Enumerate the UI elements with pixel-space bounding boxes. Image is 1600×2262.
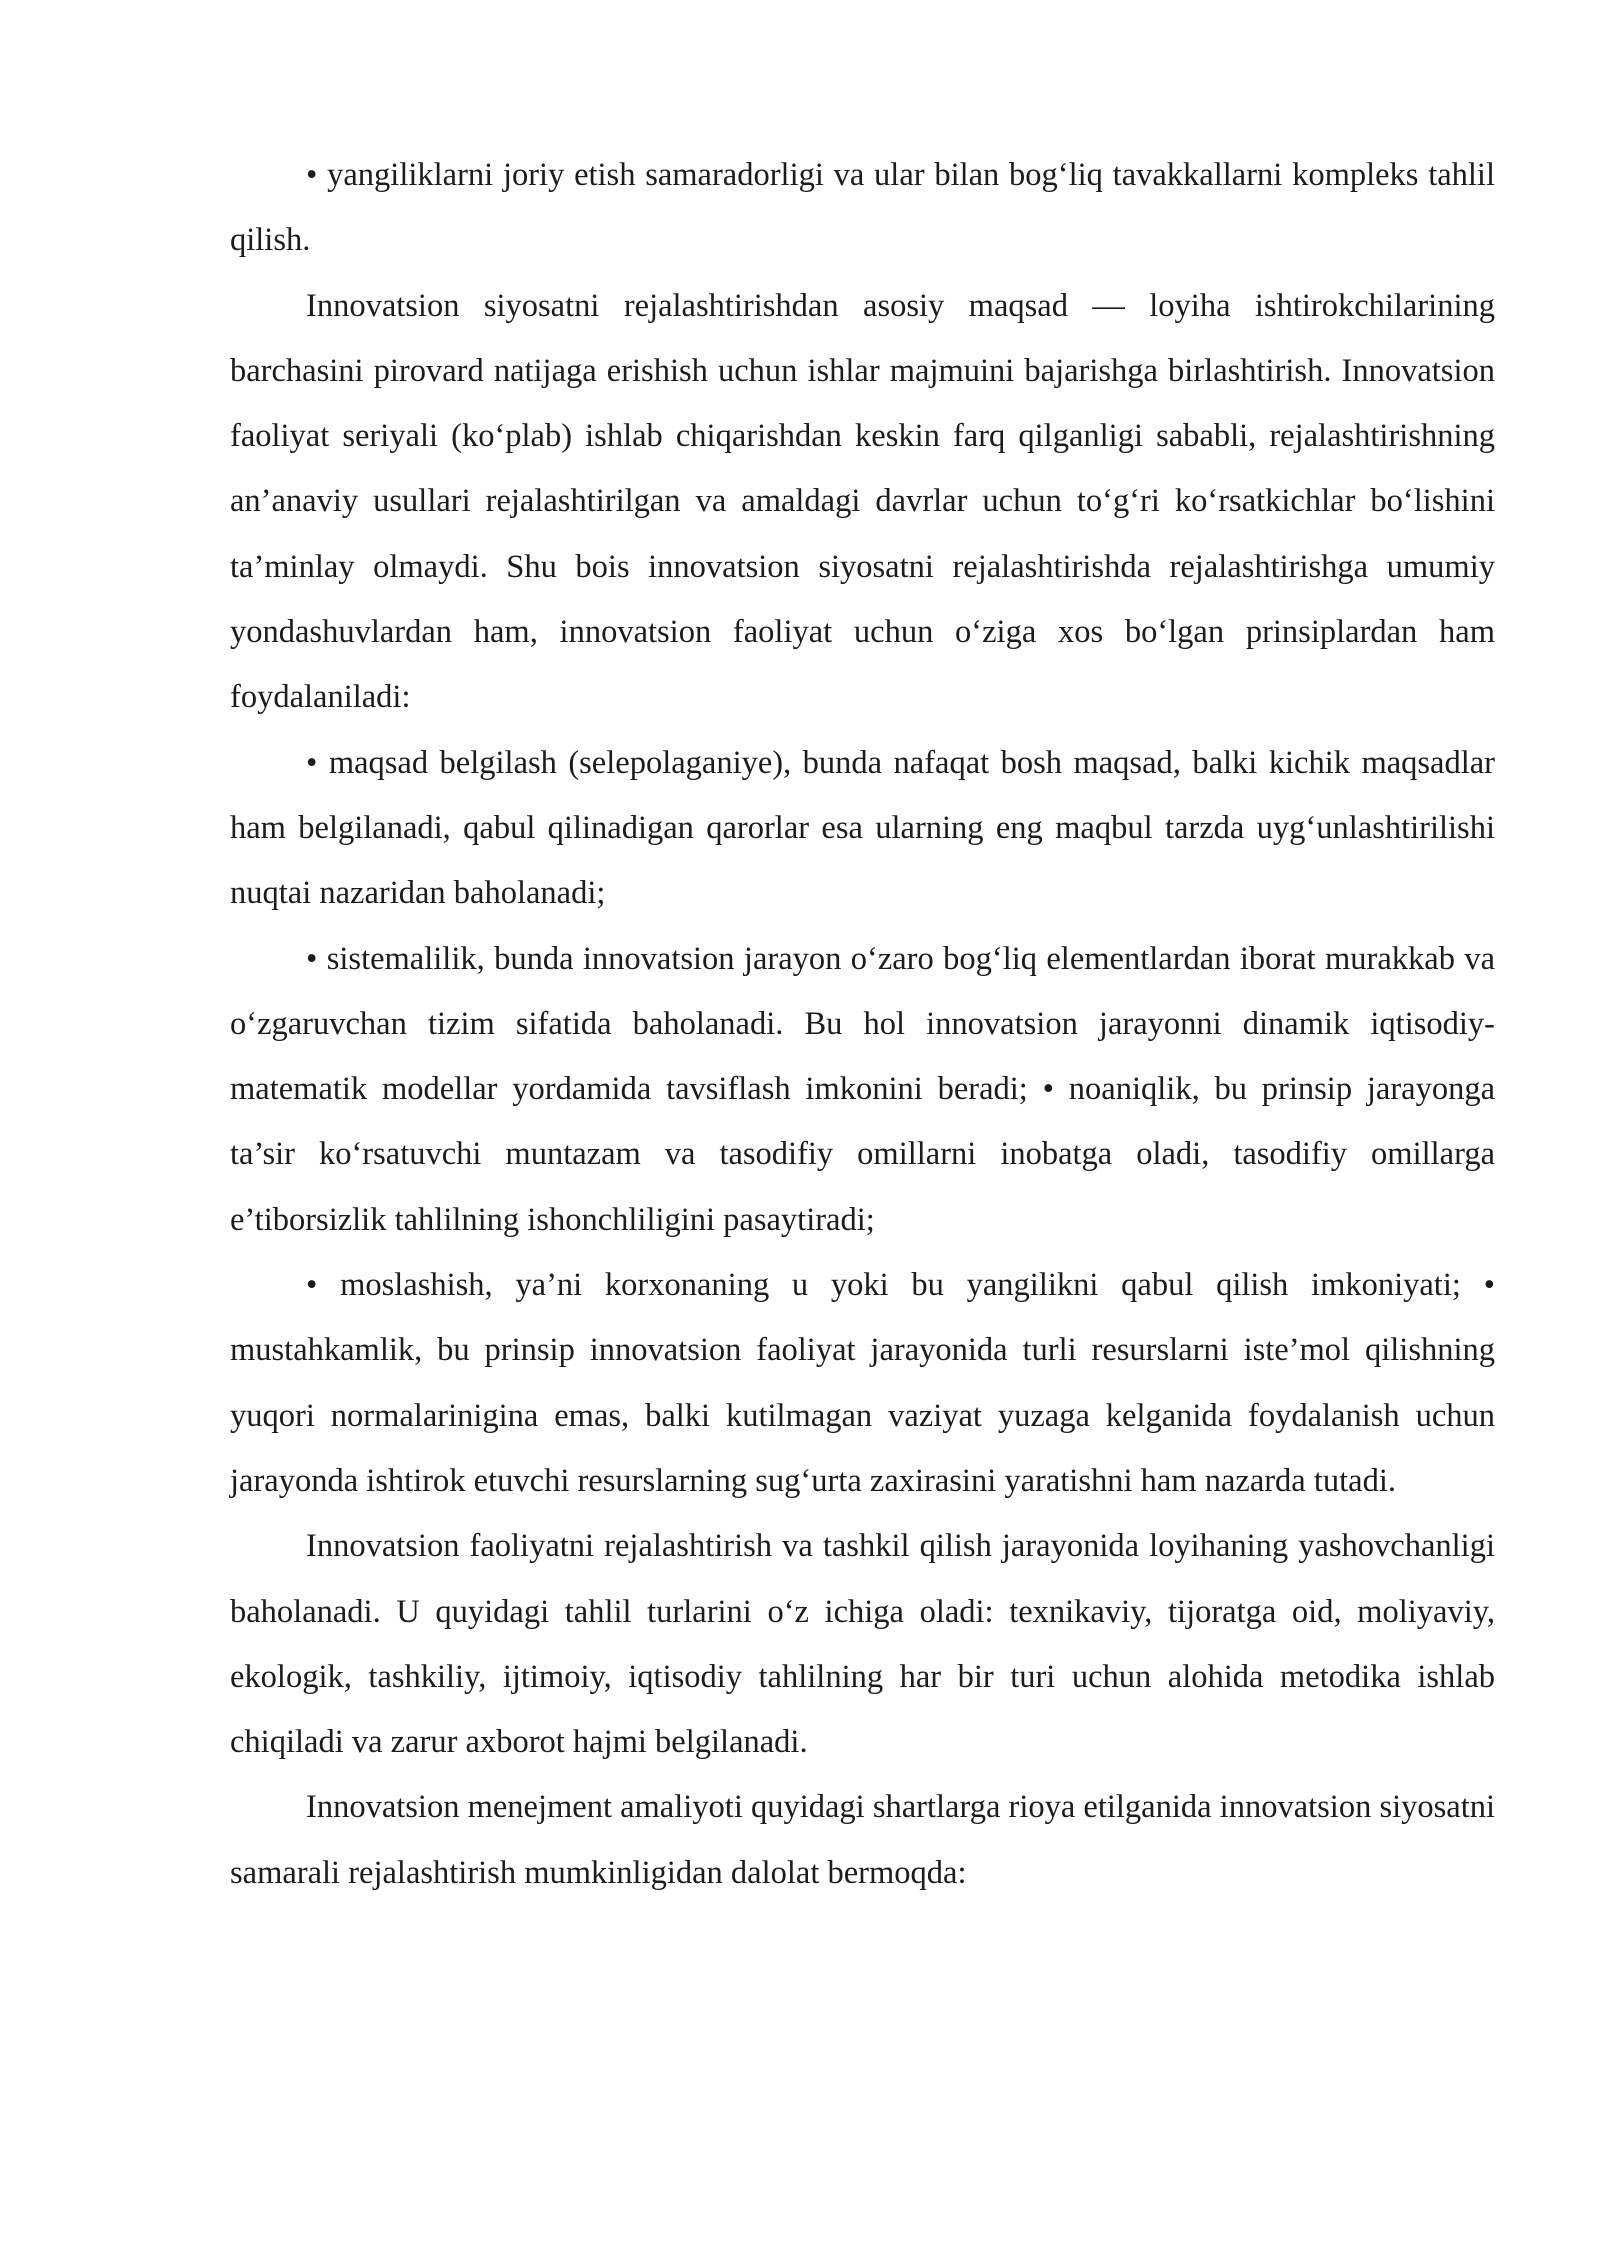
paragraph-bullet-complex-analysis: • yangiliklarni joriy etish samaradorligi va ular bilan bog‘liq tavakkallarni kompleks tahlil qilish. <box>230 157 1495 259</box>
document-page <box>230 143 1495 1906</box>
paragraph-viability-assessment: Innovatsion faoliyatni rejalashtirish va tashkil qilish jarayonida loyihaning yashovchanligi baholanadi. U quyidagi tahlil turlarini o‘z ichiga oladi: texnikaviy, tijoratga oid, moliyaviy, ekologik, tashkiliy, ijtimoiy, iqtisodiy tahlilning har bir turi uchun alohida metodika ishlab chiqiladi va zarur axborot hajmi belgilanadi. <box>230 1528 1495 1761</box>
paragraph-bullet-adaptation: • moslashish, ya’ni korxonaning u yoki bu yangilikni qabul qilish imkoniyati; • mustahkamlik, bu prinsip innovatsion faoliyat jarayonida turli resurslarni iste’mol qilishning yuqori normalarinigina emas, balki kutilmagan vaziyat yuzaga kelganida foydalanish uchun jarayonda ishtirok etuvchi resurslarning sug‘urta zaxirasini yaratishni ham nazarda tutadi. <box>230 1267 1495 1499</box>
paragraph-bullet-systemicity: • sistemalilik, bunda innovatsion jarayon o‘zaro bog‘liq elementlardan iborat murakkab va o‘zgaruvchan tizim sifatida baholanadi. Bu hol innovatsion jarayonni dinamik iqtisodiy-matematik modellar yordamida tavsiflash imkonini beradi; • noaniqlik, bu prinsip jarayonga ta’sir ko‘rsatuvchi muntazam va tasodifiy omillarni inobatga oladi, tasodifiy omillarga e’tiborsizlik tahlilning ishonchliligini pasaytiradi; <box>230 940 1495 1238</box>
paragraph-bullet-goal-setting: • maqsad belgilash (selepolaganiye), bunda nafaqat bosh maqsad, balki kichik maqsadlar ham belgilanadi, qabul qilinadigan qarorlar esa ularning eng maqbul tarzda uyg‘unlashtirilishi nuqtai nazaridan baholanadi; <box>230 744 1495 912</box>
paragraph-planning-goal: Innovatsion siyosatni rejalashtirishdan asosiy maqsad — loyiha ishtirokchilarining barchasini pirovard natijaga erishish uchun ishlar majmuini bajarishga birlashtirish. Innovatsion faoliyat seriyali (ko‘plab) ishlab chiqarishdan keskin farq qilganligi sababli, rejalashtirishning an’anaviy usullari rejalashtirilgan va amaldagi davrlar uchun to‘g‘ri ko‘rsatkichlar bo‘lishini ta’minlay olmaydi. Shu bois innovatsion siyosatni rejalashtirishda rejalashtirishga umumiy yondashuvlardan ham, innovatsion faoliyat uchun o‘ziga xos bo‘lgan prinsiplardan ham foydalaniladi: <box>230 287 1495 716</box>
paragraph-management-practice: Innovatsion menejment amaliyoti quyidagi shartlarga rioya etilganida innovatsion siyosatni samarali rejalashtirish mumkinligidan dalolat bermoqda: <box>230 1789 1496 1891</box>
